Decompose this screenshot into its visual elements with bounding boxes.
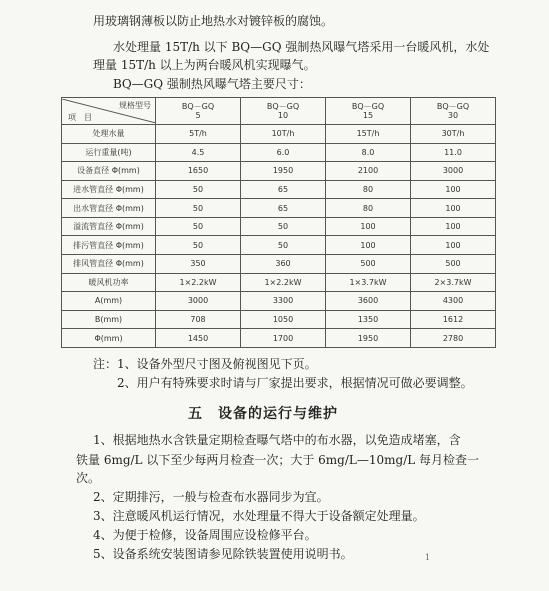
- row-label: 运行重量(吨): [62, 143, 156, 162]
- row-label: 溢流管直径 Φ(mm): [62, 217, 156, 236]
- table-cell: 1050: [241, 310, 326, 329]
- intro-line-4: BQ—GQ 强制热风曝气塔主要尺寸：: [113, 77, 311, 91]
- table-cell: 50: [241, 217, 326, 236]
- table-cell: 10T/h: [241, 125, 326, 144]
- table-cell: 50: [241, 236, 326, 255]
- table-cell: 100: [326, 236, 411, 255]
- table-cell: 3000: [156, 292, 241, 311]
- paragraph-2: 2、定期排污，一般与检查布水器同步为宜。: [93, 490, 329, 504]
- table-cell: 15T/h: [326, 125, 411, 144]
- paragraph-5: 5、设备系统安装图请参见除铁装置使用说明书。: [93, 547, 353, 561]
- table-cell: 500: [326, 255, 411, 274]
- table-row: [62, 236, 496, 255]
- table-cell: 30T/h: [411, 125, 496, 144]
- corner-label-bottom: 项 目: [68, 113, 92, 122]
- section-title: 五 设备的运行与维护: [188, 406, 338, 422]
- table-row: [62, 255, 496, 274]
- table-cell: 100: [411, 217, 496, 236]
- table-cell: 65: [241, 199, 326, 218]
- corner-label-top: 规格型号: [119, 101, 151, 110]
- intro-line-2: 水处理量 15T/h 以下 BQ—GQ 强制热风曝气塔采用一台暖风机，水处: [113, 40, 490, 54]
- table-row: [62, 273, 496, 292]
- table-cell: 1700: [241, 329, 326, 348]
- table-cell: 11.0: [411, 143, 496, 162]
- table-cell: 65: [241, 180, 326, 199]
- table-cell: 80: [326, 180, 411, 199]
- spec-table: [61, 97, 496, 348]
- column-header: BQ－GQ 15: [326, 98, 411, 125]
- table-cell: 50: [156, 217, 241, 236]
- table-cell: 1350: [326, 310, 411, 329]
- table-cell: 1450: [156, 329, 241, 348]
- paragraph-1-line-2: 铁量 6mg/L 以下至少每两月检查一次；大于 6mg/L—10mg/L 每月检查一: [76, 453, 480, 467]
- table-row: [62, 199, 496, 218]
- table-cell: 6.0: [241, 143, 326, 162]
- table-cell: 360: [241, 255, 326, 274]
- table-cell: 708: [156, 310, 241, 329]
- table-cell: 2100: [326, 162, 411, 181]
- intro-line-3: 理量 15T/h 以上为两台暖风机实现曝气。: [93, 58, 316, 72]
- table-cell: 2×3.7kW: [411, 273, 496, 292]
- table-row: [62, 329, 496, 348]
- table-row: [62, 292, 496, 311]
- column-header: BQ－GQ 10: [241, 98, 326, 125]
- table-row: [62, 310, 496, 329]
- table-cell: 100: [326, 217, 411, 236]
- table-row: [62, 217, 496, 236]
- table-cell: 1650: [156, 162, 241, 181]
- table-cell: 4300: [411, 292, 496, 311]
- table-cell: 100: [411, 236, 496, 255]
- column-header: BQ－GQ 30: [411, 98, 496, 125]
- page-mark: 1: [425, 553, 431, 562]
- table-row: [62, 143, 496, 162]
- row-label: Φ(mm): [62, 329, 156, 348]
- row-label: 排风管直径 Φ(mm): [62, 255, 156, 274]
- row-label: B(mm): [62, 310, 156, 329]
- table-cell: 350: [156, 255, 241, 274]
- table-cell: 500: [411, 255, 496, 274]
- table-cell: 1950: [326, 329, 411, 348]
- table-cell: 50: [156, 180, 241, 199]
- row-label: 进水管直径 Φ(mm): [62, 180, 156, 199]
- table-cell: 50: [156, 236, 241, 255]
- paragraph-4: 4、为便于检修，设备周围应设检修平台。: [93, 528, 317, 542]
- row-label: 排污管直径 Φ(mm): [62, 236, 156, 255]
- table-cell: 80: [326, 199, 411, 218]
- table-cell: 1950: [241, 162, 326, 181]
- table-cell: 1×2.2kW: [156, 273, 241, 292]
- table-cell: 100: [411, 180, 496, 199]
- table-cell: 1×2.2kW: [241, 273, 326, 292]
- table-cell: 8.0: [326, 143, 411, 162]
- row-label: 设备直径 Φ(mm): [62, 162, 156, 181]
- table-cell: 3300: [241, 292, 326, 311]
- table-row: [62, 180, 496, 199]
- table-cell: 2780: [411, 329, 496, 348]
- table-cell: 4.5: [156, 143, 241, 162]
- intro-line-1: 用玻璃钢薄板以防止地热水对镀锌板的腐蚀。: [93, 14, 334, 28]
- table-cell: 5T/h: [156, 125, 241, 144]
- table-row: [62, 125, 496, 144]
- table-cell: 3600: [326, 292, 411, 311]
- table-corner-cell: [62, 98, 156, 125]
- paragraph-1-line-1: 1、根据地热水含铁量定期检查曝气塔中的布水器，以免造成堵塞，含: [93, 433, 461, 447]
- table-cell: 1612: [411, 310, 496, 329]
- row-label: A(mm): [62, 292, 156, 311]
- table-cell: 3000: [411, 162, 496, 181]
- row-label: 暖风机功率: [62, 273, 156, 292]
- table-row: [62, 162, 496, 181]
- table-cell: 1×3.7kW: [326, 273, 411, 292]
- row-label: 出水管直径 Φ(mm): [62, 199, 156, 218]
- paragraph-3: 3、注意暖风机运行情况，水处理量不得大于设备额定处理量。: [93, 509, 425, 523]
- note-2: 2、用户有特殊要求时请与厂家提出要求，根据情况可做必要调整。: [117, 376, 473, 390]
- table-cell: 100: [411, 199, 496, 218]
- note-1: 注：1、设备外型尺寸图及俯视图见下页。: [93, 357, 317, 371]
- table-cell: 50: [156, 199, 241, 218]
- paragraph-1-line-3: 次。: [76, 471, 101, 485]
- row-label: 处理水量: [62, 125, 156, 144]
- column-header: BQ－GQ 5: [156, 98, 241, 125]
